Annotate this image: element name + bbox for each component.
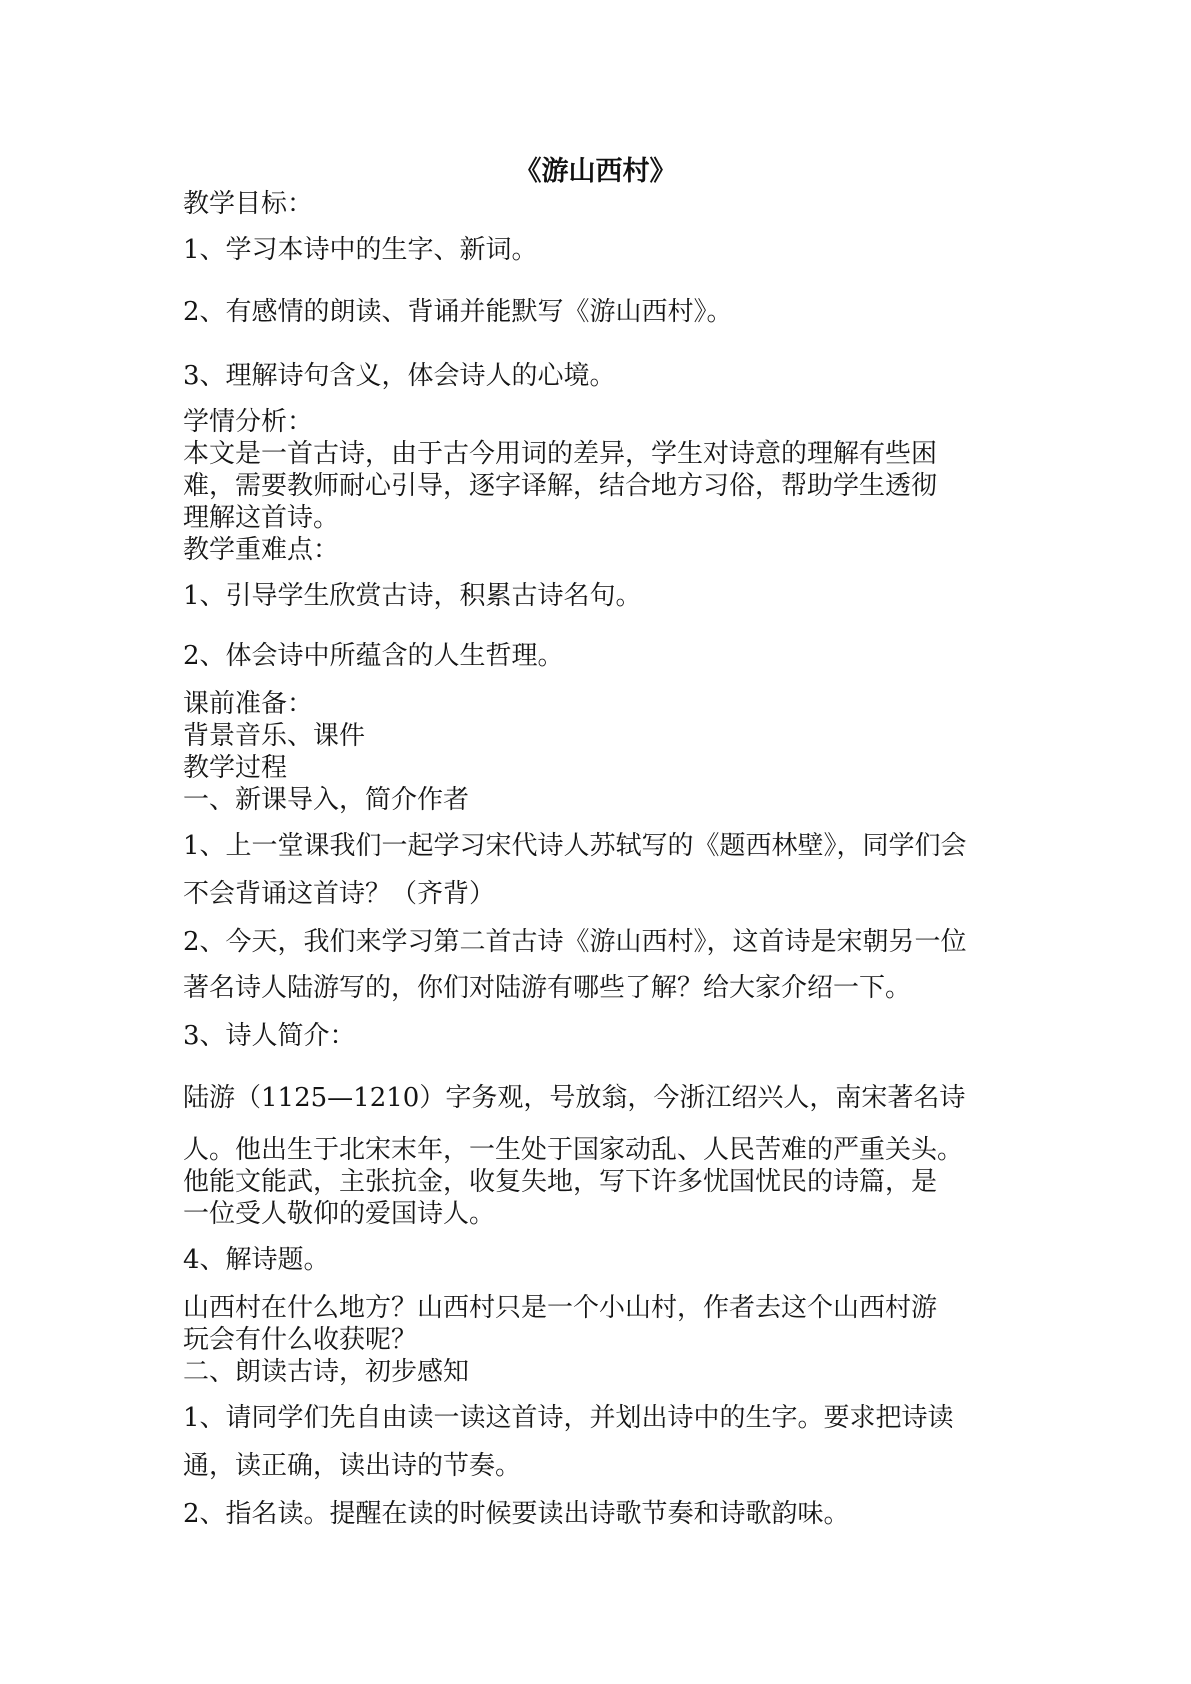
heading-preparation: 课前准备： bbox=[183, 689, 314, 719]
key-point-2: 2、体会诗中所蕴含的人生哲理。 bbox=[183, 641, 564, 671]
section-heading-1: 一、新课导入，简介作者 bbox=[183, 785, 470, 815]
explain-title-heading: 4、解诗题。 bbox=[183, 1245, 330, 1275]
paragraph-line: 难，需要教师耐心引导，逐字译解，结合地方习俗，帮助学生透彻 bbox=[183, 471, 938, 501]
paragraph-line: 人。他出生于北宋末年，一生处于国家动乱、人民苦难的严重关头。 bbox=[183, 1135, 964, 1165]
paragraph-line: 山西村在什么地方？山西村只是一个小山村，作者去这个山西村游 bbox=[183, 1293, 938, 1323]
heading-key-points: 教学重难点： bbox=[183, 535, 340, 565]
paragraph-line: 他能文能武，主张抗金，收复失地，写下许多忧国忧民的诗篇，是 bbox=[183, 1167, 938, 1197]
preparation-text: 背景音乐、课件 bbox=[183, 721, 366, 751]
paragraph-line: 2、指名读。提醒在读的时候要读出诗歌节奏和诗歌韵味。 bbox=[183, 1499, 850, 1529]
key-point-1: 1、引导学生欣赏古诗，积累古诗名句。 bbox=[183, 581, 642, 611]
paragraph-line: 本文是一首古诗，由于古今用词的差异，学生对诗意的理解有些困 bbox=[183, 439, 938, 469]
paragraph-line: 一位受人敬仰的爱国诗人。 bbox=[183, 1199, 496, 1229]
paragraph-line: 2、今天，我们来学习第二首古诗《游山西村》，这首诗是宋朝另一位 bbox=[183, 927, 967, 957]
goal-item-2: 2、有感情的朗读、背诵并能默写《游山西村》。 bbox=[183, 297, 733, 327]
paragraph-line: 1、请同学们先自由读一读这首诗，并划出诗中的生字。要求把诗读 bbox=[183, 1403, 954, 1433]
heading-student-analysis: 学情分析： bbox=[183, 407, 314, 437]
heading-teaching-process: 教学过程 bbox=[183, 753, 288, 783]
paragraph-line: 理解这首诗。 bbox=[183, 503, 340, 533]
paragraph-line: 著名诗人陆游写的，你们对陆游有哪些了解？给大家介绍一下。 bbox=[183, 973, 912, 1003]
document-title: 《游山西村》 bbox=[514, 156, 677, 187]
paragraph-line: 不会背诵这首诗？（齐背） bbox=[183, 879, 496, 909]
paragraph-line: 1、上一堂课我们一起学习宋代诗人苏轼写的《题西林壁》，同学们会 bbox=[183, 831, 967, 861]
section-heading-2: 二、朗读古诗，初步感知 bbox=[183, 1357, 470, 1387]
paragraph-line: 陆游（1125—1210）字务观，号放翁，今浙江绍兴人，南宋著名诗 bbox=[183, 1083, 966, 1113]
paragraph-line: 通，读正确，读出诗的节奏。 bbox=[183, 1451, 522, 1481]
goal-item-3: 3、理解诗句含义，体会诗人的心境。 bbox=[183, 361, 616, 391]
heading-teaching-goals: 教学目标： bbox=[183, 189, 314, 219]
poet-intro-heading: 3、诗人简介： bbox=[183, 1021, 356, 1051]
paragraph-line: 玩会有什么收获呢？ bbox=[183, 1325, 418, 1355]
goal-item-1: 1、学习本诗中的生字、新词。 bbox=[183, 235, 538, 265]
